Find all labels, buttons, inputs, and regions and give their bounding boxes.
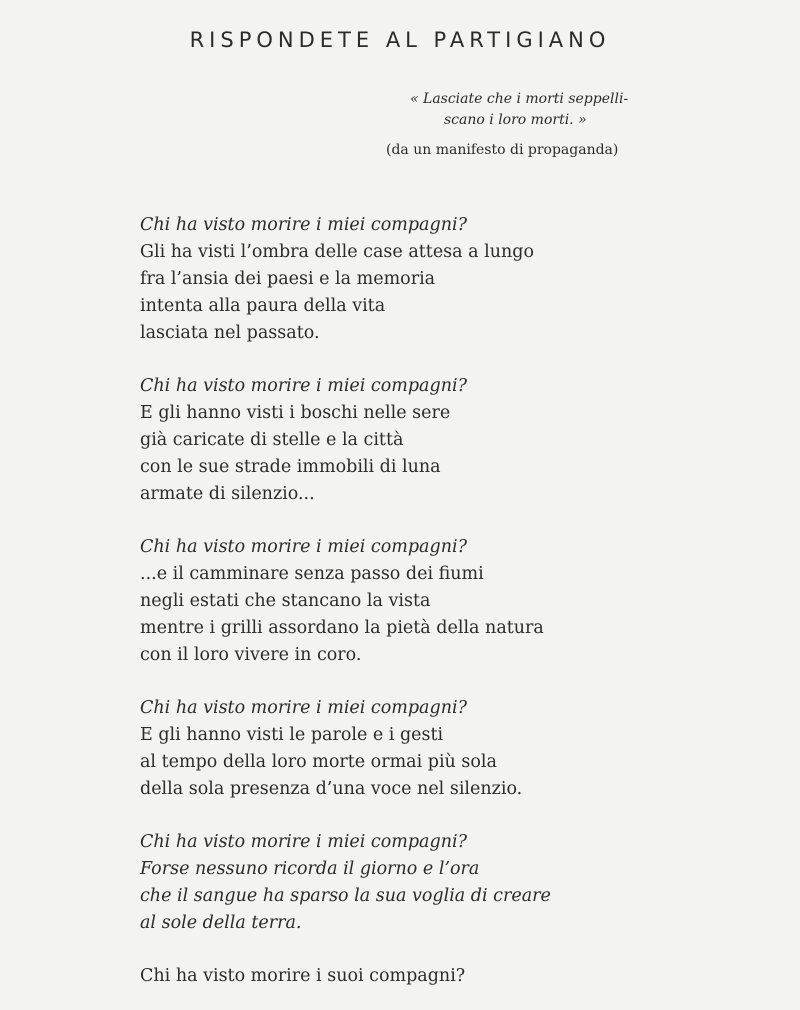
stanza-refrain: Chi ha visto morire i miei compagni? [140, 376, 467, 396]
final-line-block [140, 963, 760, 990]
stanza-1 [140, 212, 760, 347]
stanza-refrain: Chi ha visto morire i miei compagni? [140, 832, 467, 852]
stanza-2 [140, 373, 760, 508]
epigraph-source: (da un manifesto di propaganda) [386, 142, 619, 158]
poem-line: al tempo della loro morte ormai più sola [140, 752, 497, 772]
poem-line: fra l’ansia dei paesi e la memoria [140, 269, 436, 289]
poem-line: negli estati che stancano la vista [140, 591, 431, 611]
poem-line: al sole della terra. [140, 913, 302, 933]
page-title: RISPONDETE AL PARTIGIANO [189, 28, 611, 52]
poem-line: mentre i grilli assordano la pietà della natura [140, 618, 544, 638]
stanza-refrain: Chi ha visto morire i miei compagni? [140, 215, 467, 235]
poem-line: ...e il camminare senza passo dei fiumi [140, 564, 484, 584]
poem-line: già caricate di stelle e la città [140, 430, 404, 450]
poem-line: con le sue strade immobili di luna [140, 457, 441, 477]
poem-line: che il sangue ha sparso la sua voglia di creare [140, 886, 551, 906]
poem-line: Forse nessuno ricorda il giorno e l’ora [140, 859, 480, 879]
stanza-3 [140, 534, 760, 669]
stanza-refrain: Chi ha visto morire i miei compagni? [140, 537, 467, 557]
epigraph-quote-line: « Lasciate che i morti seppelli- [410, 91, 629, 107]
epigraph-quote-line: scano i loro morti. » [444, 112, 587, 128]
stanza-refrain: Chi ha visto morire i miei compagni? [140, 698, 467, 718]
poem-body [140, 212, 760, 990]
poem-line: lasciata nel passato. [140, 323, 320, 343]
poem-line: armate di silenzio... [140, 484, 315, 504]
stanza-4 [140, 695, 760, 803]
poem-line: Gli ha visti l’ombra delle case attesa a lungo [140, 242, 535, 262]
final-line: Chi ha visto morire i suoi compagni? [140, 966, 466, 986]
poem-line: E gli hanno visti le parole e i gesti [140, 725, 444, 745]
epigraph [386, 89, 696, 161]
epigraph-quote [386, 89, 696, 131]
stanza-5 [140, 829, 760, 937]
poem-line: della sola presenza d’una voce nel silenzio. [140, 779, 523, 799]
poem-line: intenta alla paura della vita [140, 296, 386, 316]
poem-line: E gli hanno visti i boschi nelle sere [140, 403, 451, 423]
poem-line: con il loro vivere in coro. [140, 645, 362, 665]
